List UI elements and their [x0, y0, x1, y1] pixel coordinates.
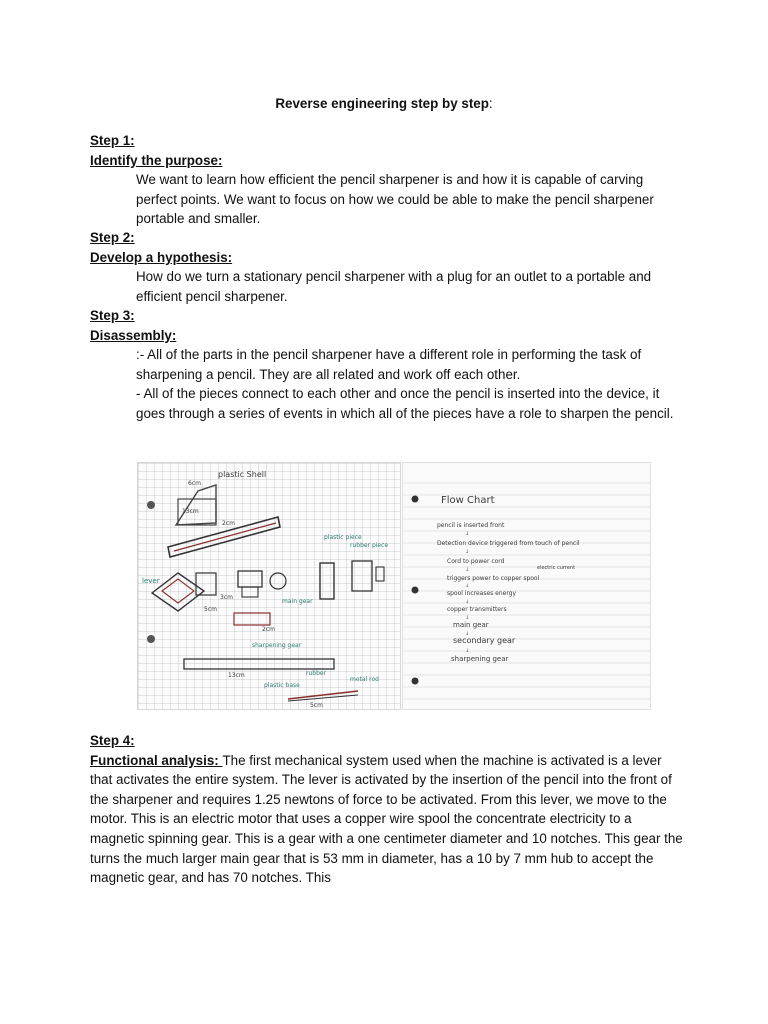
flowchart-item: main gear: [453, 621, 489, 629]
step4-heading: Step 4:: [90, 733, 135, 748]
flowchart-item: Detection device triggered from touch of pencil: [437, 540, 580, 547]
flowchart-sketch: [402, 462, 651, 710]
step3-point2: - All of the pieces connect to each other and once the pencil is inserted into the device, it goes through a series of events in which all of the pieces have a role to sharpen the pencil.: [136, 386, 674, 421]
sketch-label: plastic Shell: [218, 470, 267, 479]
flowchart-drawing: [403, 463, 650, 709]
sketch-label: plastic piece: [324, 534, 362, 541]
flowchart-item: copper transmitters: [447, 606, 507, 613]
sketch-label: 13cm: [228, 672, 245, 679]
step1-text: We want to learn how efficient the pencil sharpener is and how it is capable of carving perfect points. We want to focus on how we could be able to make the pencil sharpener portable and smaller.: [136, 172, 654, 227]
sketch-figure: [137, 462, 649, 708]
step3-section: [90, 306, 686, 424]
disassembly-sketch: [137, 462, 401, 710]
sketch-label: 2cm: [262, 626, 275, 633]
step1-heading: Step 1:: [90, 133, 135, 148]
title-text: Reverse engineering step by step: [275, 96, 489, 111]
svg-text:↓: ↓: [465, 648, 470, 654]
step2-heading: Step 2:: [90, 230, 135, 245]
flowchart-item: Cord to power cord: [447, 558, 505, 565]
flowchart-item: triggers power to copper spool: [447, 575, 540, 582]
sketch-label: plastic base: [264, 682, 300, 689]
svg-text:↓: ↓: [465, 567, 470, 573]
sketch-label: 13cm: [182, 508, 199, 515]
step4-subheading: Functional analysis:: [90, 752, 223, 768]
flowchart-item: secondary gear: [453, 636, 516, 645]
step2-subheading: Develop a hypothesis:: [90, 249, 233, 265]
step1-section: [90, 131, 686, 229]
disassembly-drawing: [138, 463, 400, 709]
flowchart-item: sharpening gear: [451, 655, 509, 663]
svg-text:↓: ↓: [465, 583, 470, 589]
sketch-label: rubber piece: [350, 542, 389, 549]
flowchart-title: Flow Chart: [441, 495, 495, 506]
svg-text:↓: ↓: [465, 615, 470, 621]
sketch-label: 6cm: [188, 480, 201, 487]
step1-subheading: Identify the purpose:: [90, 152, 223, 168]
sketch-label: lever: [142, 577, 160, 585]
document-title: [0, 94, 768, 114]
step2-text: How do we turn a stationary pencil sharpener with a plug for an outlet to a portable and efficient pencil sharpener.: [136, 269, 652, 304]
step4-section: [90, 731, 686, 888]
step3-point1: :- All of the parts in the pencil sharpener have a different role in performing the task of sharpening a pencil. They are all related and work off each other.: [136, 347, 642, 382]
sketch-label: 5cm: [310, 702, 323, 709]
flowchart-note: electric current: [537, 565, 576, 571]
step3-heading: Step 3:: [90, 308, 135, 323]
sketch-label: 3cm: [220, 594, 233, 601]
svg-text:↓: ↓: [465, 531, 470, 537]
svg-text:↓: ↓: [465, 599, 470, 605]
title-colon: :: [488, 96, 493, 111]
sketch-label: sharpening gear: [252, 642, 302, 649]
sketch-label: metal rod: [350, 676, 379, 683]
step2-section: [90, 228, 686, 306]
step3-subheading: Disassembly:: [90, 327, 177, 343]
step4-text: The first mechanical system used when the machine is activated is a lever that activates the entire system. The lever is activated by the insertion of the pencil into the front of the sharpener and requires 1.25 newtons of force to be activated. From this lever, we move to the motor. This is an electric motor that uses a copper wire spool the concentrate electricity to a magnetic spinning gear. This is a gear with a one centimeter diameter and 10 notches. This gear the turns the much larger main gear that is 53 mm in diameter, has a 10 by 7 mm hub to accept the magnetic gear, and has 70 notches. This: [90, 752, 683, 886]
svg-text:↓: ↓: [465, 549, 470, 555]
flowchart-item: spool increases energy: [447, 590, 517, 597]
step4-paragraph: [90, 751, 686, 888]
svg-text:↓: ↓: [465, 631, 470, 637]
sketch-label: main gear: [282, 598, 313, 605]
sketch-label: 2cm: [222, 520, 235, 527]
sketch-label: 5cm: [204, 606, 217, 613]
flowchart-item: pencil is inserted front: [437, 522, 505, 529]
sketch-label: rubber: [306, 670, 327, 677]
